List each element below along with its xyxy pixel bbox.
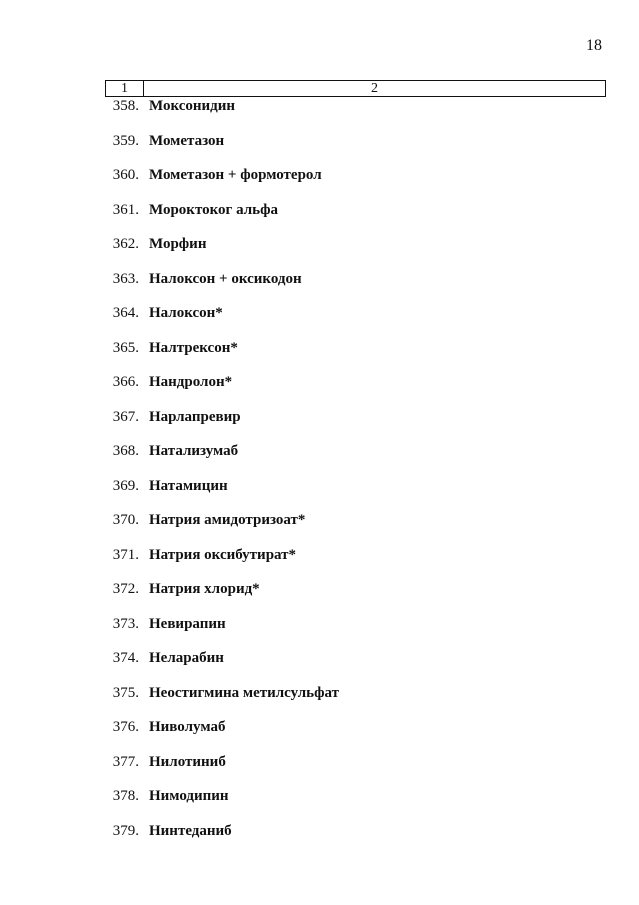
item-number: 379. bbox=[112, 822, 139, 839]
list-item bbox=[105, 822, 605, 857]
drug-list bbox=[105, 97, 605, 856]
drug-name: Налоксон + оксикодон bbox=[149, 270, 302, 287]
drug-name: Неостигмина метилсульфат bbox=[149, 684, 339, 701]
drug-name: Нилотиниб bbox=[149, 753, 226, 770]
drug-name: Ниволумаб bbox=[149, 719, 226, 735]
list-item bbox=[105, 787, 605, 822]
drug-name: Натрия оксибутират* bbox=[149, 546, 297, 563]
drug-name: Нимодипин bbox=[149, 788, 229, 804]
item-number: 378. bbox=[112, 788, 139, 804]
drug-name: Моксонидин bbox=[149, 98, 236, 114]
item-number: 368. bbox=[112, 443, 139, 459]
drug-name: Мометазон + формотерол bbox=[149, 167, 322, 183]
table-header-col-1: 1 bbox=[106, 81, 144, 96]
list-item bbox=[105, 304, 605, 339]
drug-name: Налоксон* bbox=[149, 305, 223, 321]
drug-name: Морфин bbox=[149, 236, 207, 252]
table-header-row bbox=[105, 80, 606, 97]
item-number: 371. bbox=[112, 546, 139, 563]
item-number: 358. bbox=[112, 98, 139, 114]
list-item bbox=[105, 408, 605, 443]
list-item bbox=[105, 615, 605, 650]
item-number: 370. bbox=[112, 512, 139, 528]
list-item bbox=[105, 649, 605, 684]
list-item bbox=[105, 477, 605, 512]
list-item bbox=[105, 442, 605, 477]
item-number: 361. bbox=[112, 201, 139, 218]
item-number: 364. bbox=[112, 305, 139, 321]
drug-name: Мороктоког альфа bbox=[149, 201, 278, 218]
list-item bbox=[105, 373, 605, 408]
drug-name: Нинтеданиб bbox=[149, 822, 232, 839]
list-item bbox=[105, 339, 605, 374]
drug-name: Натализумаб bbox=[149, 443, 239, 459]
drug-name: Мометазон bbox=[149, 132, 225, 149]
drug-name: Налтрексон* bbox=[149, 339, 238, 356]
drug-name: Натрия амидотризоат* bbox=[149, 512, 306, 528]
item-number: 366. bbox=[112, 374, 139, 390]
table-header-col-2: 2 bbox=[371, 81, 378, 96]
item-number: 362. bbox=[112, 236, 139, 252]
item-number: 363. bbox=[112, 270, 139, 287]
drug-name: Нарлапревир bbox=[149, 408, 241, 425]
page-number: 18 bbox=[586, 37, 602, 54]
list-item bbox=[105, 235, 605, 270]
item-number: 376. bbox=[112, 719, 139, 735]
item-number: 377. bbox=[112, 753, 139, 770]
list-item bbox=[105, 132, 605, 167]
item-number: 369. bbox=[112, 477, 139, 494]
drug-name: Невирапин bbox=[149, 615, 226, 632]
item-number: 360. bbox=[112, 167, 139, 183]
item-number: 375. bbox=[112, 684, 139, 701]
item-number: 365. bbox=[112, 339, 139, 356]
drug-name: Натрия хлорид* bbox=[149, 581, 260, 597]
list-item bbox=[105, 97, 605, 132]
list-item bbox=[105, 580, 605, 615]
list-item bbox=[105, 201, 605, 236]
item-number: 372. bbox=[112, 581, 139, 597]
item-number: 374. bbox=[112, 650, 139, 666]
drug-name: Неларабин bbox=[149, 650, 224, 666]
list-item bbox=[105, 718, 605, 753]
list-item bbox=[105, 684, 605, 719]
list-item bbox=[105, 546, 605, 581]
drug-name: Нандролон* bbox=[149, 374, 233, 390]
item-number: 359. bbox=[112, 132, 139, 149]
list-item bbox=[105, 270, 605, 305]
drug-name: Натамицин bbox=[149, 477, 228, 494]
item-number: 373. bbox=[112, 615, 139, 632]
list-item bbox=[105, 166, 605, 201]
list-item bbox=[105, 753, 605, 788]
list-item bbox=[105, 511, 605, 546]
item-number: 367. bbox=[112, 408, 139, 425]
